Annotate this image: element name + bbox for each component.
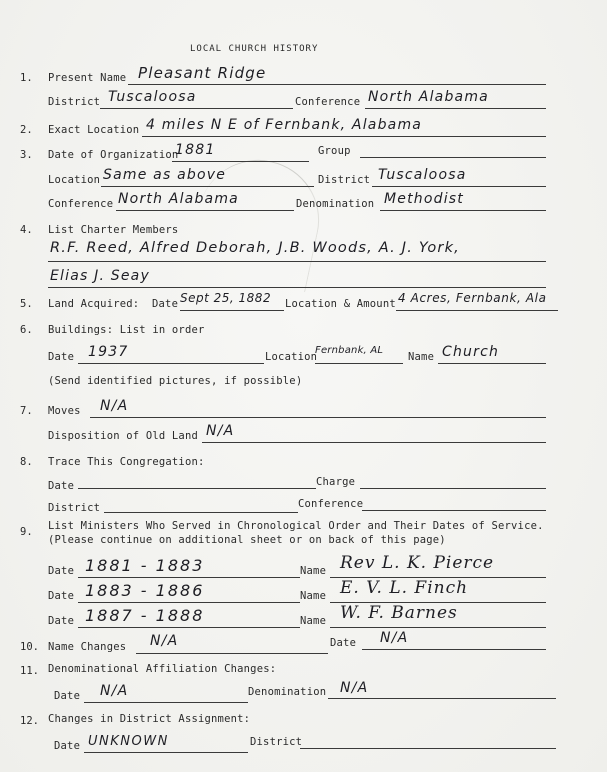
item-8-number: 8. [20, 456, 33, 468]
minister-3-date-line [78, 627, 300, 628]
name-changes-date-value: N/A [380, 630, 409, 646]
land-date-label: Date [152, 298, 179, 310]
charter-members-line-1 [48, 261, 546, 262]
name-changes-value: N/A [150, 633, 179, 649]
affiliation-denomination-value: N/A [340, 680, 369, 696]
building-location-label: Location [265, 351, 318, 363]
group-label: Group [318, 145, 351, 157]
trace-date-label: Date [48, 480, 75, 492]
buildings-label: Buildings: List in order [48, 324, 205, 336]
item-5-number: 5. [20, 298, 33, 310]
land-date-line [180, 310, 284, 311]
disposition-line [202, 442, 546, 443]
page-title: LOCAL CHURCH HISTORY [190, 44, 319, 54]
district-label: District [48, 96, 101, 108]
location-line [101, 186, 314, 187]
minister-2-name-label: Name [300, 590, 327, 602]
charge-line [360, 488, 546, 489]
name-changes-date-line [362, 649, 546, 650]
item-7-number: 7. [20, 405, 33, 417]
district-assignment-date-label: Date [54, 740, 81, 752]
group-line [360, 157, 546, 158]
affiliation-date-value: N/A [100, 683, 129, 699]
affiliation-date-line [84, 702, 248, 703]
charter-members-line-2 [48, 287, 546, 288]
name-changes-label: Name Changes [48, 641, 127, 653]
disposition-label: Disposition of Old Land [48, 430, 198, 442]
affiliation-denomination-label: Denomination [248, 686, 327, 698]
charge-label: Charge [316, 476, 356, 488]
minister-1-name-label: Name [300, 565, 327, 577]
minister-3-name-label: Name [300, 615, 327, 627]
minister-2-date-value: 1883 - 1886 [85, 581, 205, 600]
district-assignment-district-line [300, 748, 556, 749]
conference-line [365, 108, 546, 109]
district-3-line [372, 186, 546, 187]
minister-1-date-value: 1881 - 1883 [85, 556, 205, 575]
denomination-line [380, 210, 546, 211]
item-6-number: 6. [20, 324, 33, 336]
date-of-organization-label: Date of Organization [48, 149, 179, 161]
trace-district-label: District [48, 502, 101, 514]
present-name-label: Present Name [48, 72, 127, 84]
trace-conference-label: Conference [298, 498, 364, 510]
charter-members-label: List Charter Members [48, 224, 179, 236]
conference-3-value: North Alabama [118, 191, 239, 207]
building-name-value: Church [442, 344, 500, 360]
conference-label: Conference [295, 96, 361, 108]
date-of-organization-value: 1881 [175, 142, 216, 158]
location-value: Same as above [103, 167, 227, 183]
charter-members-value-1: R.F. Reed, Alfred Deborah, J.B. Woods, A. J. York, [50, 240, 460, 256]
trace-date-line [78, 488, 316, 489]
building-date-label: Date [48, 351, 75, 363]
minister-3-date-label: Date [48, 615, 75, 627]
land-location-amount-line [396, 310, 558, 311]
item-9-number: 9. [20, 526, 33, 538]
pictures-note: (Send identified pictures, if possible) [48, 375, 303, 387]
moves-value: N/A [100, 398, 129, 414]
minister-2-name-value: E. V. L. Finch [340, 578, 469, 598]
district-value: Tuscaloosa [108, 89, 197, 105]
building-location-value: Fernbank, AL [315, 345, 384, 356]
minister-3-name-value: W. F. Barnes [340, 603, 458, 623]
disposition-value: N/A [206, 423, 235, 439]
item-3-number: 3. [20, 149, 33, 161]
district-assignment-label: Changes in District Assignment: [48, 713, 251, 725]
building-location-line [315, 363, 403, 364]
minister-2-date-label: Date [48, 590, 75, 602]
building-name-label: Name [408, 351, 435, 363]
item-12-number: 12. [20, 715, 39, 727]
affiliation-date-label: Date [54, 690, 81, 702]
conference-3-label: Conference [48, 198, 114, 210]
affiliation-changes-label: Denominational Affiliation Changes: [48, 663, 277, 675]
name-changes-line [136, 653, 328, 654]
ministers-note: (Please continue on additional sheet or on back of this page) [48, 534, 446, 546]
item-10-number: 10. [20, 641, 39, 653]
district-assignment-date-line [84, 752, 248, 753]
item-2-number: 2. [20, 124, 33, 136]
land-date-value: Sept 25, 1882 [180, 291, 272, 305]
minister-1-name-value: Rev L. K. Pierce [340, 553, 495, 573]
district-assignment-date-value: UNKNOWN [88, 734, 169, 749]
district-3-value: Tuscaloosa [378, 167, 467, 183]
building-name-line [438, 363, 546, 364]
minister-2-date-line [78, 602, 300, 603]
minister-3-date-value: 1887 - 1888 [85, 606, 205, 625]
trace-conference-line [362, 510, 546, 511]
district-line [100, 108, 293, 109]
minister-3-name-line [330, 627, 546, 628]
item-4-number: 4. [20, 224, 33, 236]
exact-location-value: 4 miles N E of Fernbank, Alabama [146, 117, 423, 133]
present-name-line [128, 84, 546, 85]
conference-3-line [116, 210, 294, 211]
land-acquired-label: Land Acquired: [48, 298, 140, 310]
denomination-label: Denomination [296, 198, 375, 210]
ministers-label: List Ministers Who Served in Chronological Order and Their Dates of Service. [48, 520, 544, 532]
land-location-amount-value: 4 Acres, Fernbank, Ala [398, 291, 547, 305]
charter-members-value-2: Elias J. Seay [50, 268, 150, 284]
affiliation-denomination-line [328, 698, 556, 699]
exact-location-line [142, 136, 546, 137]
minister-1-date-label: Date [48, 565, 75, 577]
location-label: Location [48, 174, 101, 186]
conference-value: North Alabama [368, 89, 489, 105]
district-assignment-district-label: District [250, 736, 303, 748]
trace-congregation-label: Trace This Congregation: [48, 456, 205, 468]
item-1-number: 1. [20, 72, 33, 84]
land-location-amount-label: Location & Amount [285, 298, 396, 310]
moves-label: Moves [48, 405, 81, 417]
minister-1-date-line [78, 577, 300, 578]
present-name-value: Pleasant Ridge [138, 64, 267, 82]
moves-line [90, 417, 546, 418]
item-11-number: 11. [20, 665, 39, 677]
denomination-value: Methodist [384, 191, 464, 207]
exact-location-label: Exact Location [48, 124, 140, 136]
date-of-organization-line [172, 161, 309, 162]
trace-district-line [104, 512, 298, 513]
district-3-label: District [318, 174, 371, 186]
building-date-line [78, 363, 264, 364]
building-date-value: 1937 [88, 344, 129, 360]
name-changes-date-label: Date [330, 637, 357, 649]
